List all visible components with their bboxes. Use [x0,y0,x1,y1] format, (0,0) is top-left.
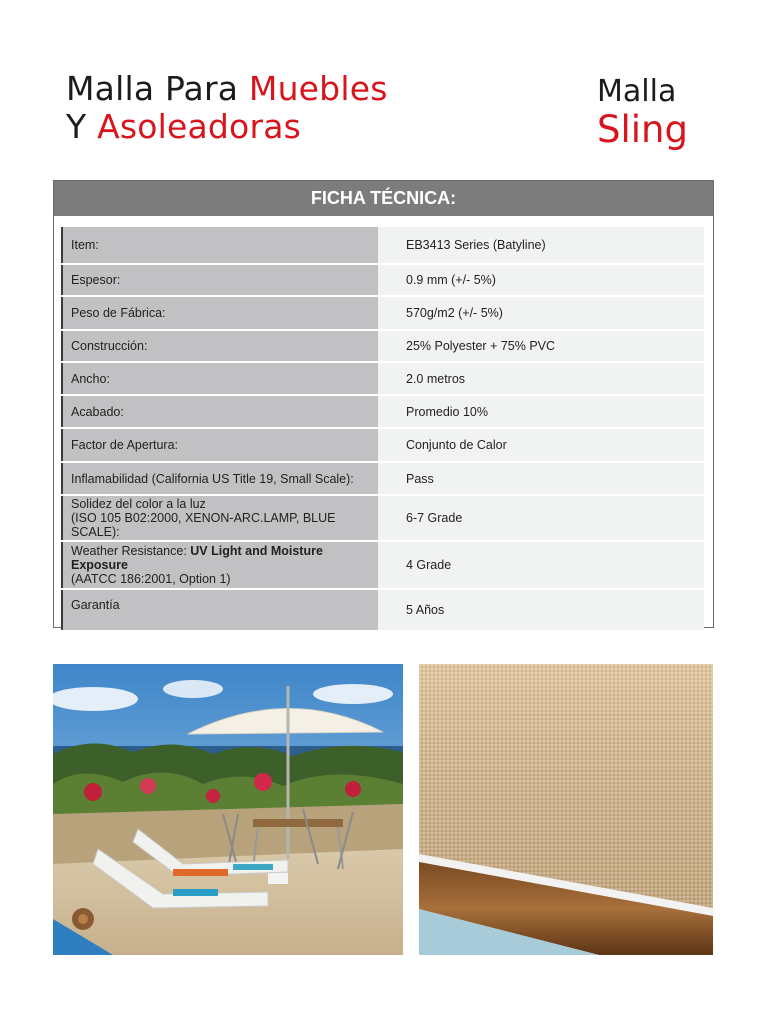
spec-value: Promedio 10% [378,396,704,427]
spec-value: Conjunto de Calor [378,429,704,461]
title-line-2-red: Asoleadoras [97,107,302,146]
spec-value: 2.0 metros [378,363,704,394]
spec-value: 4 Grade [378,542,704,588]
spec-row [61,590,704,630]
brand-line-1: Malla [597,74,677,109]
spec-label [61,542,378,588]
spec-label-text: Ancho: [71,371,110,386]
spec-row [61,363,704,396]
technical-sheet [53,180,714,628]
spec-label-text: Construcción: [71,339,148,353]
spec-value: 25% Polyester + 75% PVC [378,331,704,361]
spec-label [61,227,378,263]
brand-logo [597,74,688,151]
poolside-lounger-photo [53,664,403,955]
poolside-lounger-illustration [53,664,403,955]
spec-label-text: Peso de Fábrica: [71,306,166,320]
page-title [66,70,388,146]
spec-row [61,331,704,363]
spec-label [61,463,378,494]
spec-row [61,463,704,496]
brand-line-2: Sling [597,108,688,151]
spec-row [61,227,704,265]
spec-label [61,396,378,427]
spec-table [61,227,704,630]
spec-value: 6-7 Grade [378,496,704,540]
spec-label [61,297,378,329]
sling-fabric-illustration [419,664,713,955]
title-line-2-black: Y [66,107,87,146]
spec-label-text: Garantía [71,598,120,612]
spec-label-subtext: (ISO 105 B02:2000, XENON-ARC.LAMP, BLUE SCALE): [71,511,336,539]
title-line-1 [66,70,388,108]
spec-value: 570g/m2 (+/- 5%) [378,297,704,329]
spec-row [61,542,704,590]
spec-row [61,429,704,463]
spec-label-text: Inflamabilidad (California US Title 19, Small Scale): [71,471,354,486]
spec-label-text [71,544,370,572]
spec-label [61,363,378,394]
spec-label-text: Item: [71,238,99,252]
spec-label-text: Acabado: [71,404,124,419]
spec-label-text: Espesor: [71,273,121,287]
spec-row [61,396,704,429]
spec-label [61,265,378,295]
spec-label-text: Factor de Apertura: [71,438,179,452]
title-line-2 [66,108,388,146]
spec-label [61,496,378,540]
spec-label [61,331,378,361]
title-line-1-black: Malla Para [66,69,239,108]
spec-row [61,496,704,542]
title-line-1-red: Muebles [248,69,388,108]
spec-label-text: Solidez del color a la luz [71,497,206,511]
spec-row [61,297,704,331]
spec-value: 0.9 mm (+/- 5%) [378,265,704,295]
technical-sheet-title: FICHA TÉCNICA: [54,181,713,216]
spec-value: Pass [378,463,704,494]
spec-value: 5 Años [378,590,704,630]
spec-label-bold: UV Light and Moisture Exposure [71,544,323,572]
spec-label-prefix: Weather Resistance: [71,544,191,558]
spec-value: EB3413 Series (Batyline) [378,227,704,263]
sling-fabric-photo [419,664,713,955]
spec-label [61,429,378,461]
spec-label [61,590,378,630]
spec-label-subtext: (AATCC 186:2001, Option 1) [71,572,231,586]
spec-row [61,265,704,297]
